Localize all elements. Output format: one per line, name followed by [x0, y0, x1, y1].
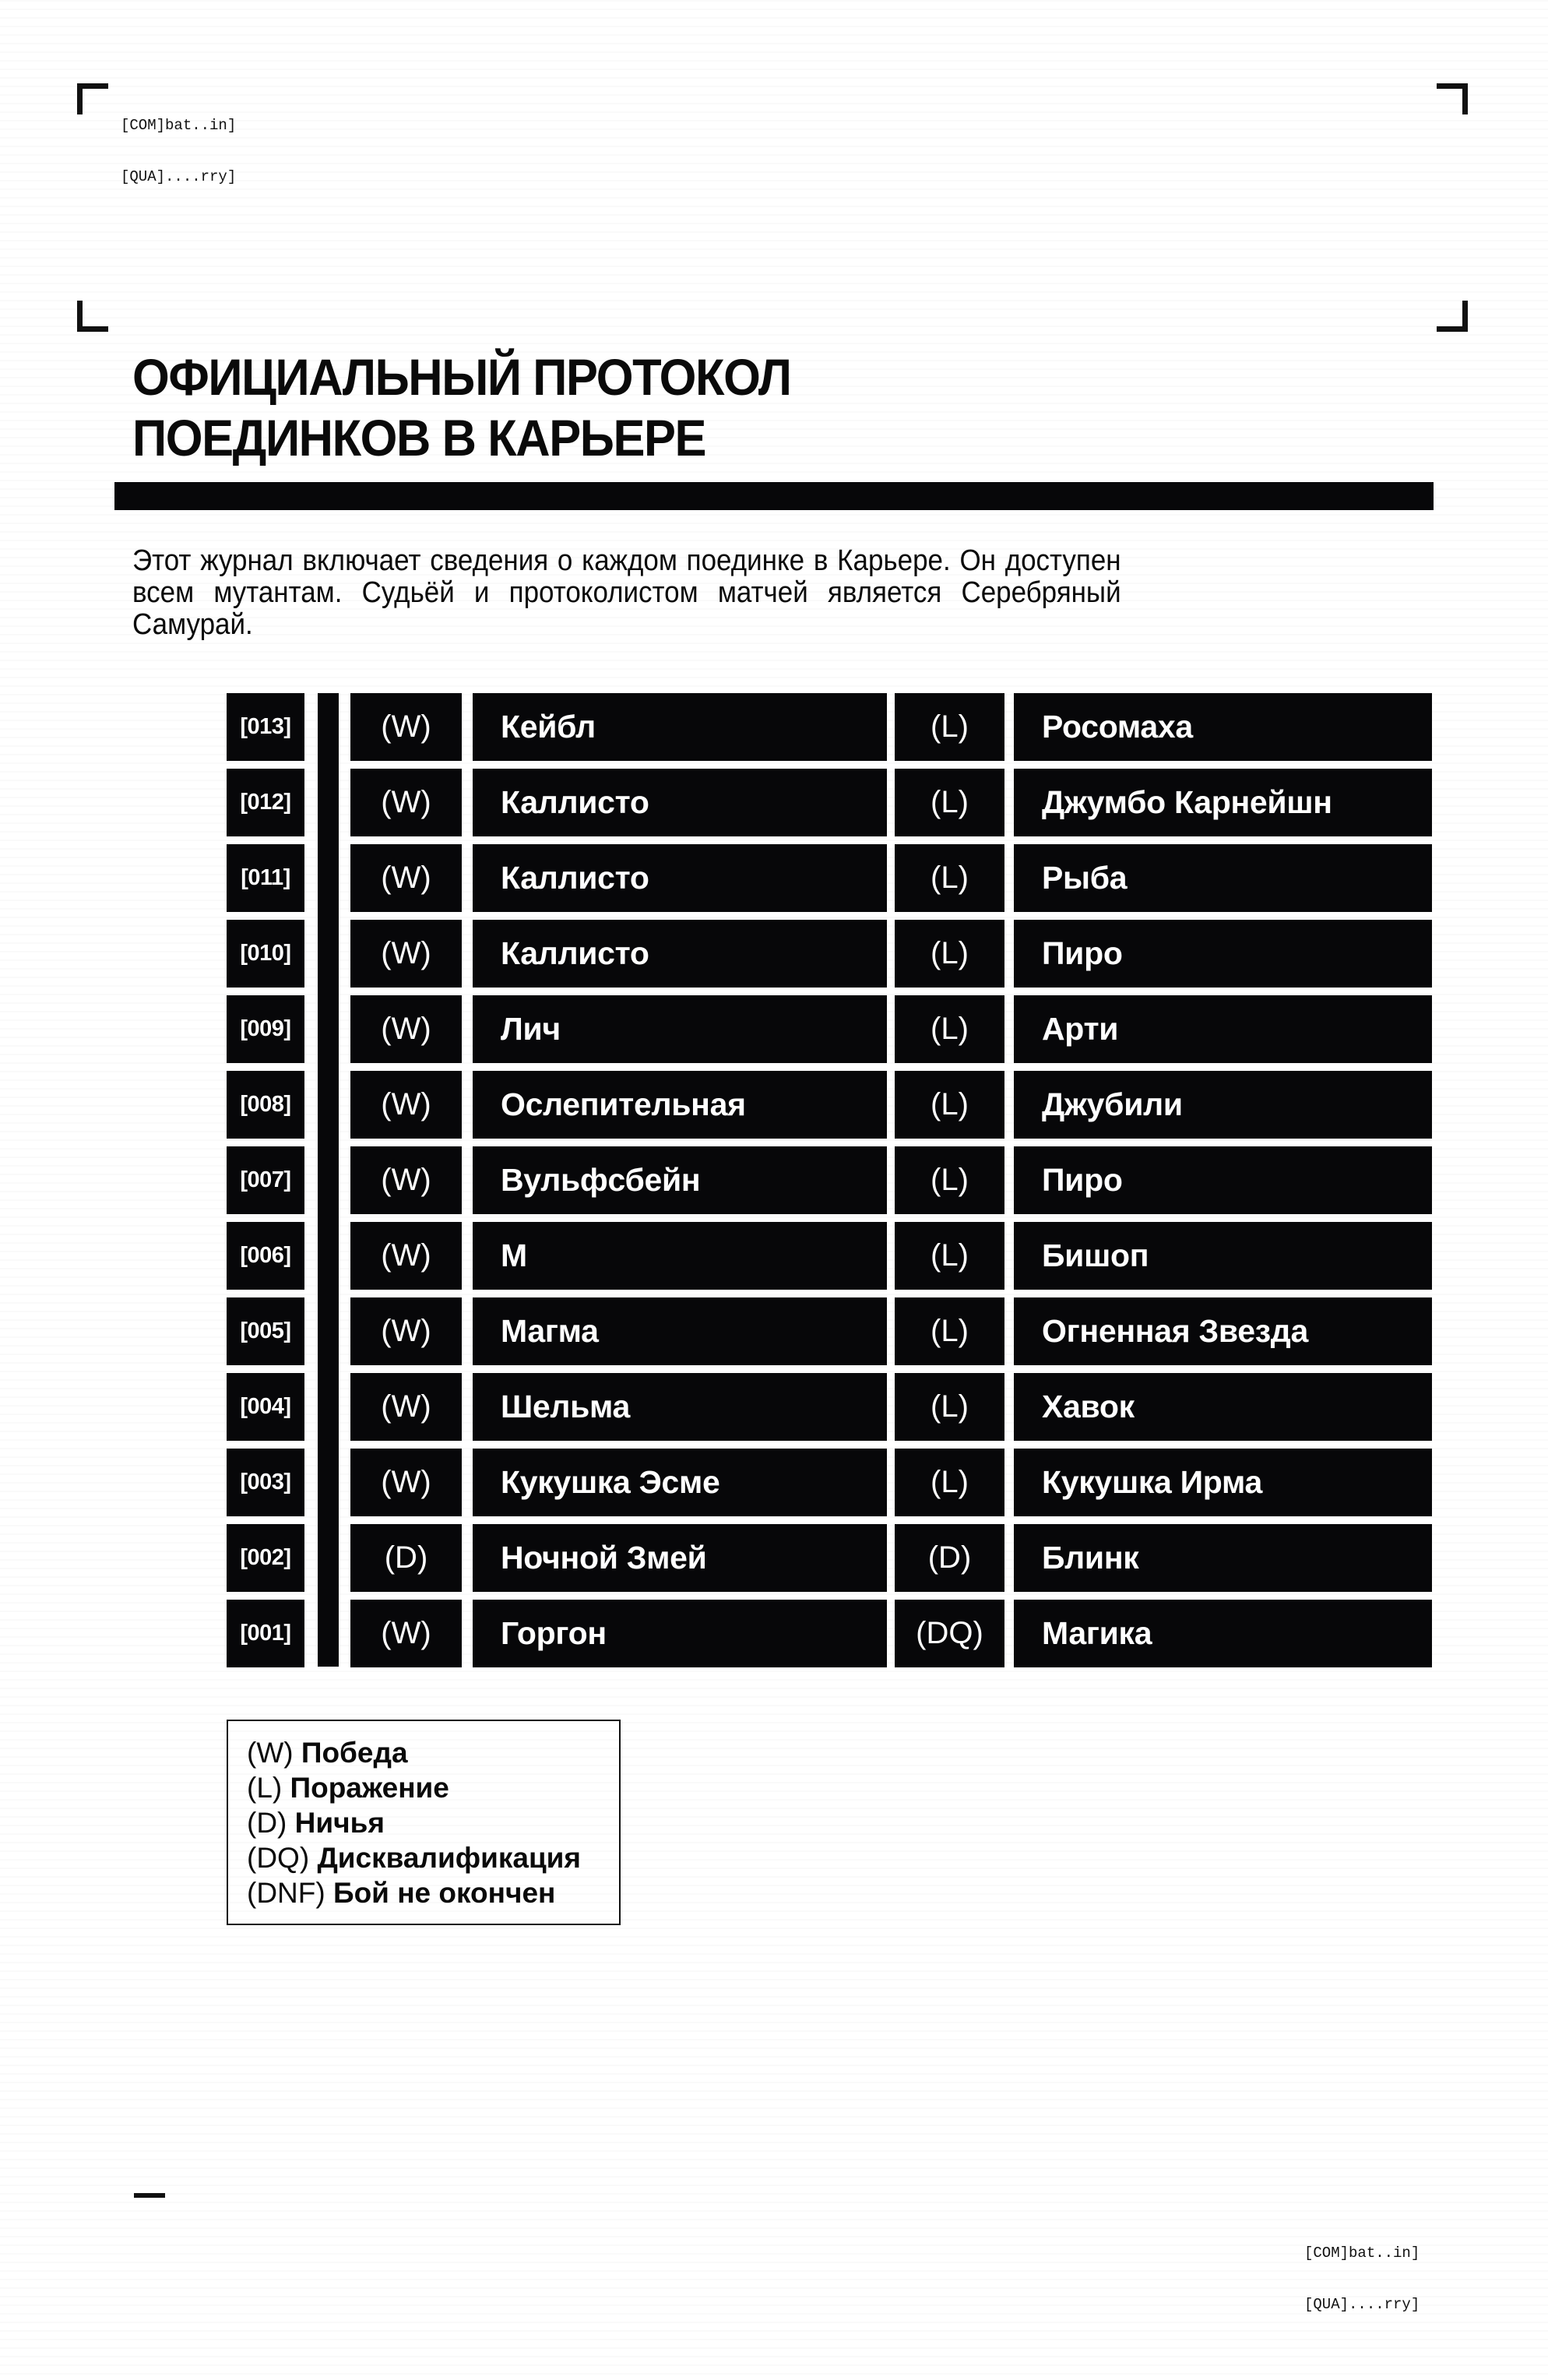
fighter2-result: (L): [895, 1222, 1004, 1290]
fighter1-name: Каллисто: [473, 769, 887, 836]
fighter2-name: Рыба: [1014, 844, 1432, 912]
corner-bracket-bottom-left: [77, 301, 108, 332]
bout-row: [0, 995, 1548, 1063]
bout-id: [004]: [227, 1373, 304, 1441]
header-tag: [121, 83, 236, 202]
fighter1-result: (W): [350, 1297, 462, 1365]
bout-id: [002]: [227, 1524, 304, 1592]
fighter1-name: Вульфсбейн: [473, 1146, 887, 1214]
fighter2-name: Джубили: [1014, 1071, 1432, 1139]
title-rule: [114, 482, 1434, 510]
bout-id: [007]: [227, 1146, 304, 1214]
fighter1-name: Шельма: [473, 1373, 887, 1441]
fighter2-result: (L): [895, 1146, 1004, 1214]
fighter1-name: Кукушка Эсме: [473, 1449, 887, 1516]
corner-bracket-top-left: [77, 83, 108, 114]
fighter2-result: (DQ): [895, 1600, 1004, 1667]
footer-tag: [1304, 2210, 1420, 2330]
bout-row: [0, 1222, 1548, 1290]
header-tag-line1: [COM]bat..in]: [121, 117, 237, 134]
bout-row: [0, 1524, 1548, 1592]
bout-row: [0, 920, 1548, 988]
legend-code: (D): [247, 1807, 287, 1839]
legend-label: Ничья: [294, 1807, 385, 1839]
fighter2-name: Огненная Звезда: [1014, 1297, 1432, 1365]
bout-id: [009]: [227, 995, 304, 1063]
fighter2-name: Хавок: [1014, 1373, 1432, 1441]
fighter2-name: Магика: [1014, 1600, 1432, 1667]
legend-item: [247, 1875, 619, 1910]
fighter1-result: (W): [350, 1449, 462, 1516]
fighter2-result: (L): [895, 1373, 1004, 1441]
legend-item: [247, 1770, 619, 1805]
bout-row: [0, 1146, 1548, 1214]
fighter1-name: Ослепительная: [473, 1071, 887, 1139]
bout-row: [0, 1297, 1548, 1365]
fighter2-result: (D): [895, 1524, 1004, 1592]
bout-id: [012]: [227, 769, 304, 836]
fighter2-result: (L): [895, 1297, 1004, 1365]
legend-code: (L): [247, 1772, 283, 1804]
fighter1-name: М: [473, 1222, 887, 1290]
fighter2-result: (L): [895, 995, 1004, 1063]
fighter1-name: Магма: [473, 1297, 887, 1365]
bout-id: [003]: [227, 1449, 304, 1516]
bout-id: [005]: [227, 1297, 304, 1365]
fighter1-name: Ночной Змей: [473, 1524, 887, 1592]
legend-item: [247, 1735, 619, 1770]
fighter1-result: (W): [350, 844, 462, 912]
legend-item: [247, 1840, 619, 1875]
bout-table: [0, 693, 1548, 1667]
bout-row: [0, 769, 1548, 836]
legend-label: Поражение: [290, 1772, 449, 1804]
fighter2-result: (L): [895, 920, 1004, 988]
page-dash: [134, 2193, 165, 2198]
fighter1-result: (W): [350, 1071, 462, 1139]
fighter2-result: (L): [895, 844, 1004, 912]
legend-box: [227, 1720, 621, 1925]
fighter1-name: Лич: [473, 995, 887, 1063]
fighter2-name: Пиро: [1014, 1146, 1432, 1214]
bout-row: [0, 1600, 1548, 1667]
fighter2-name: Джумбо Карнейшн: [1014, 769, 1432, 836]
bout-id: [008]: [227, 1071, 304, 1139]
fighter2-result: (L): [895, 1071, 1004, 1139]
fighter2-result: (L): [895, 693, 1004, 761]
fighter1-result: (W): [350, 995, 462, 1063]
corner-bracket-bottom-right: [1437, 301, 1468, 332]
footer-tag-line2: [QUA]....rry]: [1304, 2296, 1420, 2313]
fighter2-name: Арти: [1014, 995, 1432, 1063]
bout-id: [006]: [227, 1222, 304, 1290]
fighter1-result: (W): [350, 1222, 462, 1290]
bout-id: [001]: [227, 1600, 304, 1667]
fighter2-result: (L): [895, 1449, 1004, 1516]
legend-label: Бой не окончен: [332, 1877, 556, 1909]
fighter1-result: (W): [350, 1146, 462, 1214]
page-title-line2: ПОЕДИНКОВ В КАРЬЕРЕ: [132, 409, 706, 466]
legend-item: [247, 1805, 619, 1840]
bout-row: [0, 1373, 1548, 1441]
fighter1-name: Кейбл: [473, 693, 887, 761]
bout-id: [013]: [227, 693, 304, 761]
fighter1-result: (D): [350, 1524, 462, 1592]
fighter1-result: (W): [350, 1373, 462, 1441]
fighter1-result: (W): [350, 1600, 462, 1667]
fighter1-name: Горгон: [473, 1600, 887, 1667]
fighter1-name: Каллисто: [473, 920, 887, 988]
intro-paragraph: Этот журнал включает сведения о каждом поединке в Карьере. Он доступен всем мутантам. Судьёй и протоколистом матчей является Серебряный Самурай.: [132, 544, 1121, 641]
header-tag-line2: [QUA]....rry]: [121, 168, 237, 185]
bout-row: [0, 1071, 1548, 1139]
fighter2-name: Бишоп: [1014, 1222, 1432, 1290]
legend-code: (DNF): [247, 1877, 325, 1909]
fighter2-name: Росомаха: [1014, 693, 1432, 761]
legend-label: Победа: [301, 1737, 408, 1769]
bout-row: [0, 1449, 1548, 1516]
legend-label: Дисквалификация: [317, 1842, 582, 1874]
bout-id: [011]: [227, 844, 304, 912]
footer-tag-line1: [COM]bat..in]: [1304, 2244, 1420, 2262]
fighter1-name: Каллисто: [473, 844, 887, 912]
fighter2-name: Кукушка Ирма: [1014, 1449, 1432, 1516]
corner-bracket-top-right: [1437, 83, 1468, 114]
fighter2-name: Блинк: [1014, 1524, 1432, 1592]
legend-code: (W): [247, 1737, 294, 1769]
fighter1-result: (W): [350, 693, 462, 761]
bout-row: [0, 844, 1548, 912]
page-title-line1: ОФИЦИАЛЬНЫЙ ПРОТОКОЛ: [132, 348, 791, 406]
fighter1-result: (W): [350, 920, 462, 988]
bout-row: [0, 693, 1548, 761]
legend-code: (DQ): [247, 1842, 310, 1874]
fighter1-result: (W): [350, 769, 462, 836]
page-title: [132, 347, 1219, 468]
fighter2-name: Пиро: [1014, 920, 1432, 988]
bout-id: [010]: [227, 920, 304, 988]
fighter2-result: (L): [895, 769, 1004, 836]
